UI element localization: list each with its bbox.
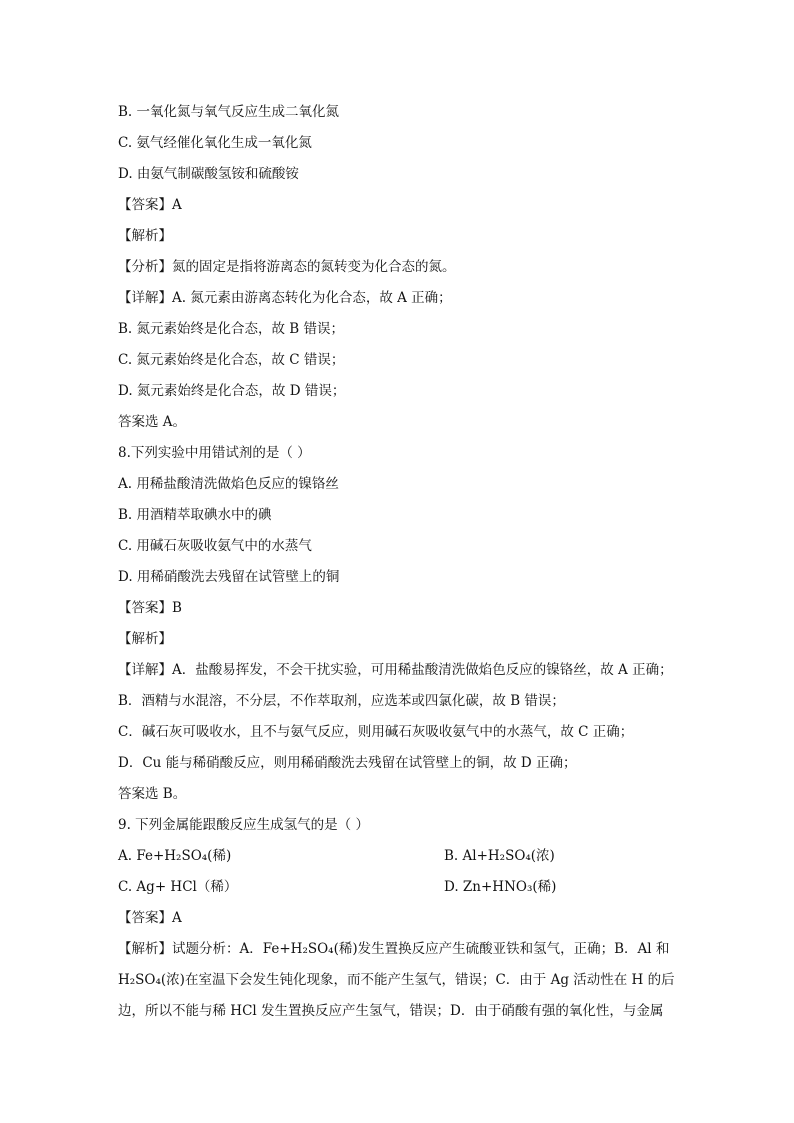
q8-option-d: D. 用稀硝酸洗去残留在试管壁上的铜 bbox=[118, 569, 340, 585]
option-d-line: D. 由氨气制碳酸氢铵和硫酸铵 bbox=[118, 166, 299, 182]
q8-answer-summary: 答案选 B。 bbox=[118, 786, 187, 802]
q8-option-b: B. 用酒精萃取碘水中的碘 bbox=[118, 507, 272, 523]
q8-detail-c: C．碱石灰可吸收水，且不与氨气反应，则用碱石灰吸收氨气中的水蒸气，故 C 正确； bbox=[118, 724, 634, 740]
detail-b: B. 氮元素始终是化合态，故 B 错误； bbox=[118, 321, 345, 337]
q9-option-a: A. Fe+H₂SO₄(稀) bbox=[118, 848, 232, 864]
q8-detail-a: 【详解】A．盐酸易挥发，不会干扰实验，可用稀盐酸清洗做焰色反应的镍铬丝，故 A 正确； bbox=[118, 662, 673, 678]
q9-analysis-1: 【解析】试题分析：A．Fe+H₂SO₄(稀)发生置换反应产生硫酸亚铁和氢气，正确；B．Al 和 bbox=[118, 941, 670, 957]
q9-analysis-2: H₂SO₄(浓)在室温下会发生钝化现象，而不能产生氢气，错误；C．由于 Ag 活动性在 H 的后 bbox=[118, 972, 675, 988]
q9-option-c: C. Ag+ HCl（稀） bbox=[118, 879, 238, 895]
q8-detail-b: B．酒精与水混溶，不分层，不作萃取剂，应选苯或四氯化碳，故 B 错误； bbox=[118, 693, 565, 709]
q9-analysis-3: 边，所以不能与稀 HCl 发生置换反应产生氢气，错误；D．由于硝酸有强的氧化性，与金属 bbox=[118, 1003, 664, 1019]
question-8: 8.下列实验中用错试剂的是（ ） bbox=[118, 445, 311, 461]
q9-answer: 【答案】A bbox=[118, 910, 182, 926]
detail-a: 【详解】A. 氮元素由游离态转化为化合态，故 A 正确； bbox=[118, 290, 452, 306]
analysis-text: 【分析】氮的固定是指将游离态的氮转变为化合态的氮。 bbox=[118, 259, 456, 275]
detail-d: D. 氮元素始终是化合态，故 D 错误； bbox=[118, 383, 346, 399]
analysis-label: 【解析】 bbox=[118, 228, 172, 244]
q8-analysis-label: 【解析】 bbox=[118, 631, 172, 647]
q8-option-c: C. 用碱石灰吸收氨气中的水蒸气 bbox=[118, 538, 312, 554]
detail-c: C. 氮元素始终是化合态，故 C 错误； bbox=[118, 352, 345, 368]
option-c-line: C. 氨气经催化氧化生成一氧化氮 bbox=[118, 135, 312, 151]
q8-detail-d: D．Cu 能与稀硝酸反应，则用稀硝酸洗去残留在试管壁上的铜，故 D 正确； bbox=[118, 755, 577, 771]
q8-answer: 【答案】B bbox=[118, 600, 182, 616]
question-9: 9. 下列金属能跟酸反应生成氢气的是（ ） bbox=[118, 817, 369, 833]
q9-option-b: B. Al+H₂SO₄(浓) bbox=[444, 848, 555, 864]
q9-option-d: D. Zn+HNO₃(稀) bbox=[444, 879, 557, 895]
q8-option-a: A. 用稀盐酸清洗做焰色反应的镍铬丝 bbox=[118, 476, 339, 492]
answer-label: 【答案】A bbox=[118, 197, 182, 213]
option-b-line: B. 一氧化氮与氧气反应生成二氧化氮 bbox=[118, 104, 340, 120]
answer-summary: 答案选 A。 bbox=[118, 414, 187, 430]
